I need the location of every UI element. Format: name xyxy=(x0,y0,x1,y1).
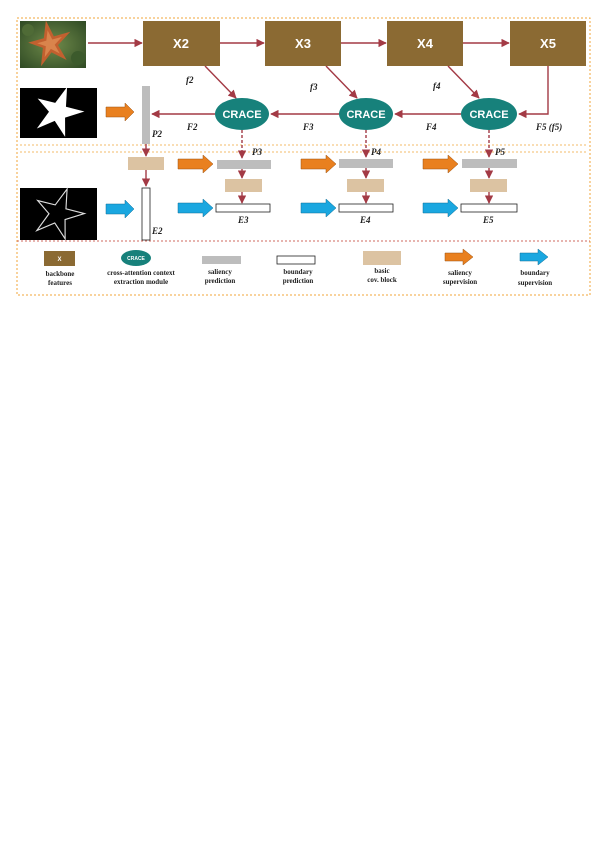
saliency-prediction-p3 xyxy=(217,160,271,169)
legend-saliency-prediction-line1: saliency xyxy=(208,268,232,276)
crace-4-label: CRACE xyxy=(346,109,386,121)
backbone-x4 xyxy=(387,21,463,66)
backbone-x5-label: X5 xyxy=(540,36,556,51)
boundary-prediction-e3 xyxy=(216,204,270,212)
label-E5: E5 xyxy=(483,215,494,225)
label-f2: f2 xyxy=(186,75,194,85)
saliency-supervision-arrow-4 xyxy=(301,155,336,173)
label-F4: F4 xyxy=(426,122,437,132)
crace-3 xyxy=(215,98,269,130)
label-f3: f3 xyxy=(310,82,318,92)
boundary-supervision-arrow-4 xyxy=(301,199,336,217)
saliency-prediction-p2 xyxy=(142,86,150,144)
boundary-prediction-e4 xyxy=(339,204,393,212)
arrow-f3 xyxy=(326,66,357,98)
legend-backbone-line1: backbone xyxy=(45,270,75,278)
saliency-prediction-p5 xyxy=(462,159,517,168)
crace-3-label: CRACE xyxy=(222,109,262,121)
legend-backbone-icon-text: X xyxy=(57,257,62,263)
legend-saliency-supervision-line2: supervision xyxy=(442,278,478,286)
backbone-x5 xyxy=(510,21,586,66)
legend-crace-icon-text: CRACE xyxy=(127,256,145,262)
legend-conv-block xyxy=(363,251,401,284)
legend-boundary-prediction-line1: boundary xyxy=(283,268,313,276)
legend-boundary-prediction-line2: prediction xyxy=(282,277,314,285)
conv-block-3 xyxy=(225,179,262,192)
legend-crace-line2: extraction module xyxy=(113,278,169,286)
legend-boundary-supervision xyxy=(518,249,552,287)
conv-block-4 xyxy=(347,179,384,192)
legend-boundary-prediction xyxy=(277,256,315,285)
legend-saliency-supervision xyxy=(443,249,477,286)
boundary-prediction-e5 xyxy=(461,204,517,212)
label-P3: P3 xyxy=(252,147,262,157)
boundary-supervision-arrow-3 xyxy=(178,199,213,217)
backbone-x3-label: X3 xyxy=(295,36,311,51)
saliency-prediction-p4 xyxy=(339,159,393,168)
legend-conv-block-line2: cov. block xyxy=(367,276,397,284)
label-E3: E3 xyxy=(238,215,249,225)
label-E2: E2 xyxy=(152,226,163,236)
crace-5 xyxy=(461,98,517,130)
label-F2: F2 xyxy=(187,122,198,132)
label-P2: P2 xyxy=(152,129,162,139)
boundary-mask xyxy=(20,181,97,244)
conv-block-5 xyxy=(470,179,507,192)
legend-backbone-line2: features xyxy=(48,279,72,287)
legend xyxy=(44,249,552,287)
saliency-supervision-arrow-5 xyxy=(423,155,458,173)
legend-saliency-prediction xyxy=(202,256,241,285)
backbone-x4-label: X4 xyxy=(417,36,433,51)
arrow-f5 xyxy=(519,66,548,114)
saliency-mask xyxy=(20,79,97,142)
legend-boundary-supervision-line2: supervision xyxy=(517,279,553,287)
boundary-supervision-arrow-2 xyxy=(106,200,134,218)
legend-saliency-supervision-line1: saliency xyxy=(448,269,472,277)
label-E4: E4 xyxy=(360,215,371,225)
arrow-f4 xyxy=(448,66,479,98)
crace-5-label: CRACE xyxy=(469,109,509,121)
label-F5: F5 (f5) xyxy=(536,122,563,132)
boundary-prediction-e2 xyxy=(142,188,150,240)
label-P5: P5 xyxy=(495,147,505,157)
label-f4: f4 xyxy=(433,81,441,91)
legend-crace-line1: cross-attention context xyxy=(107,269,175,277)
label-P4: P4 xyxy=(371,147,381,157)
arrow-f2 xyxy=(205,66,236,98)
backbone-x3 xyxy=(265,21,341,66)
conv-block-2 xyxy=(128,157,164,170)
saliency-supervision-arrow-2 xyxy=(106,103,134,121)
legend-conv-block-line1: basic xyxy=(374,267,390,275)
starfish-photo xyxy=(20,17,86,68)
backbone-x2-label: X2 xyxy=(173,36,189,51)
legend-saliency-prediction-line2: prediction xyxy=(204,277,236,285)
legend-backbone xyxy=(44,251,75,287)
boundary-supervision-arrow-5 xyxy=(423,199,458,217)
backbone-x2 xyxy=(143,21,220,66)
legend-boundary-supervision-line1: boundary xyxy=(520,269,550,277)
label-F3: F3 xyxy=(303,122,314,132)
crace-4 xyxy=(339,98,393,130)
legend-crace xyxy=(107,250,175,286)
saliency-supervision-arrow-3 xyxy=(178,155,213,173)
